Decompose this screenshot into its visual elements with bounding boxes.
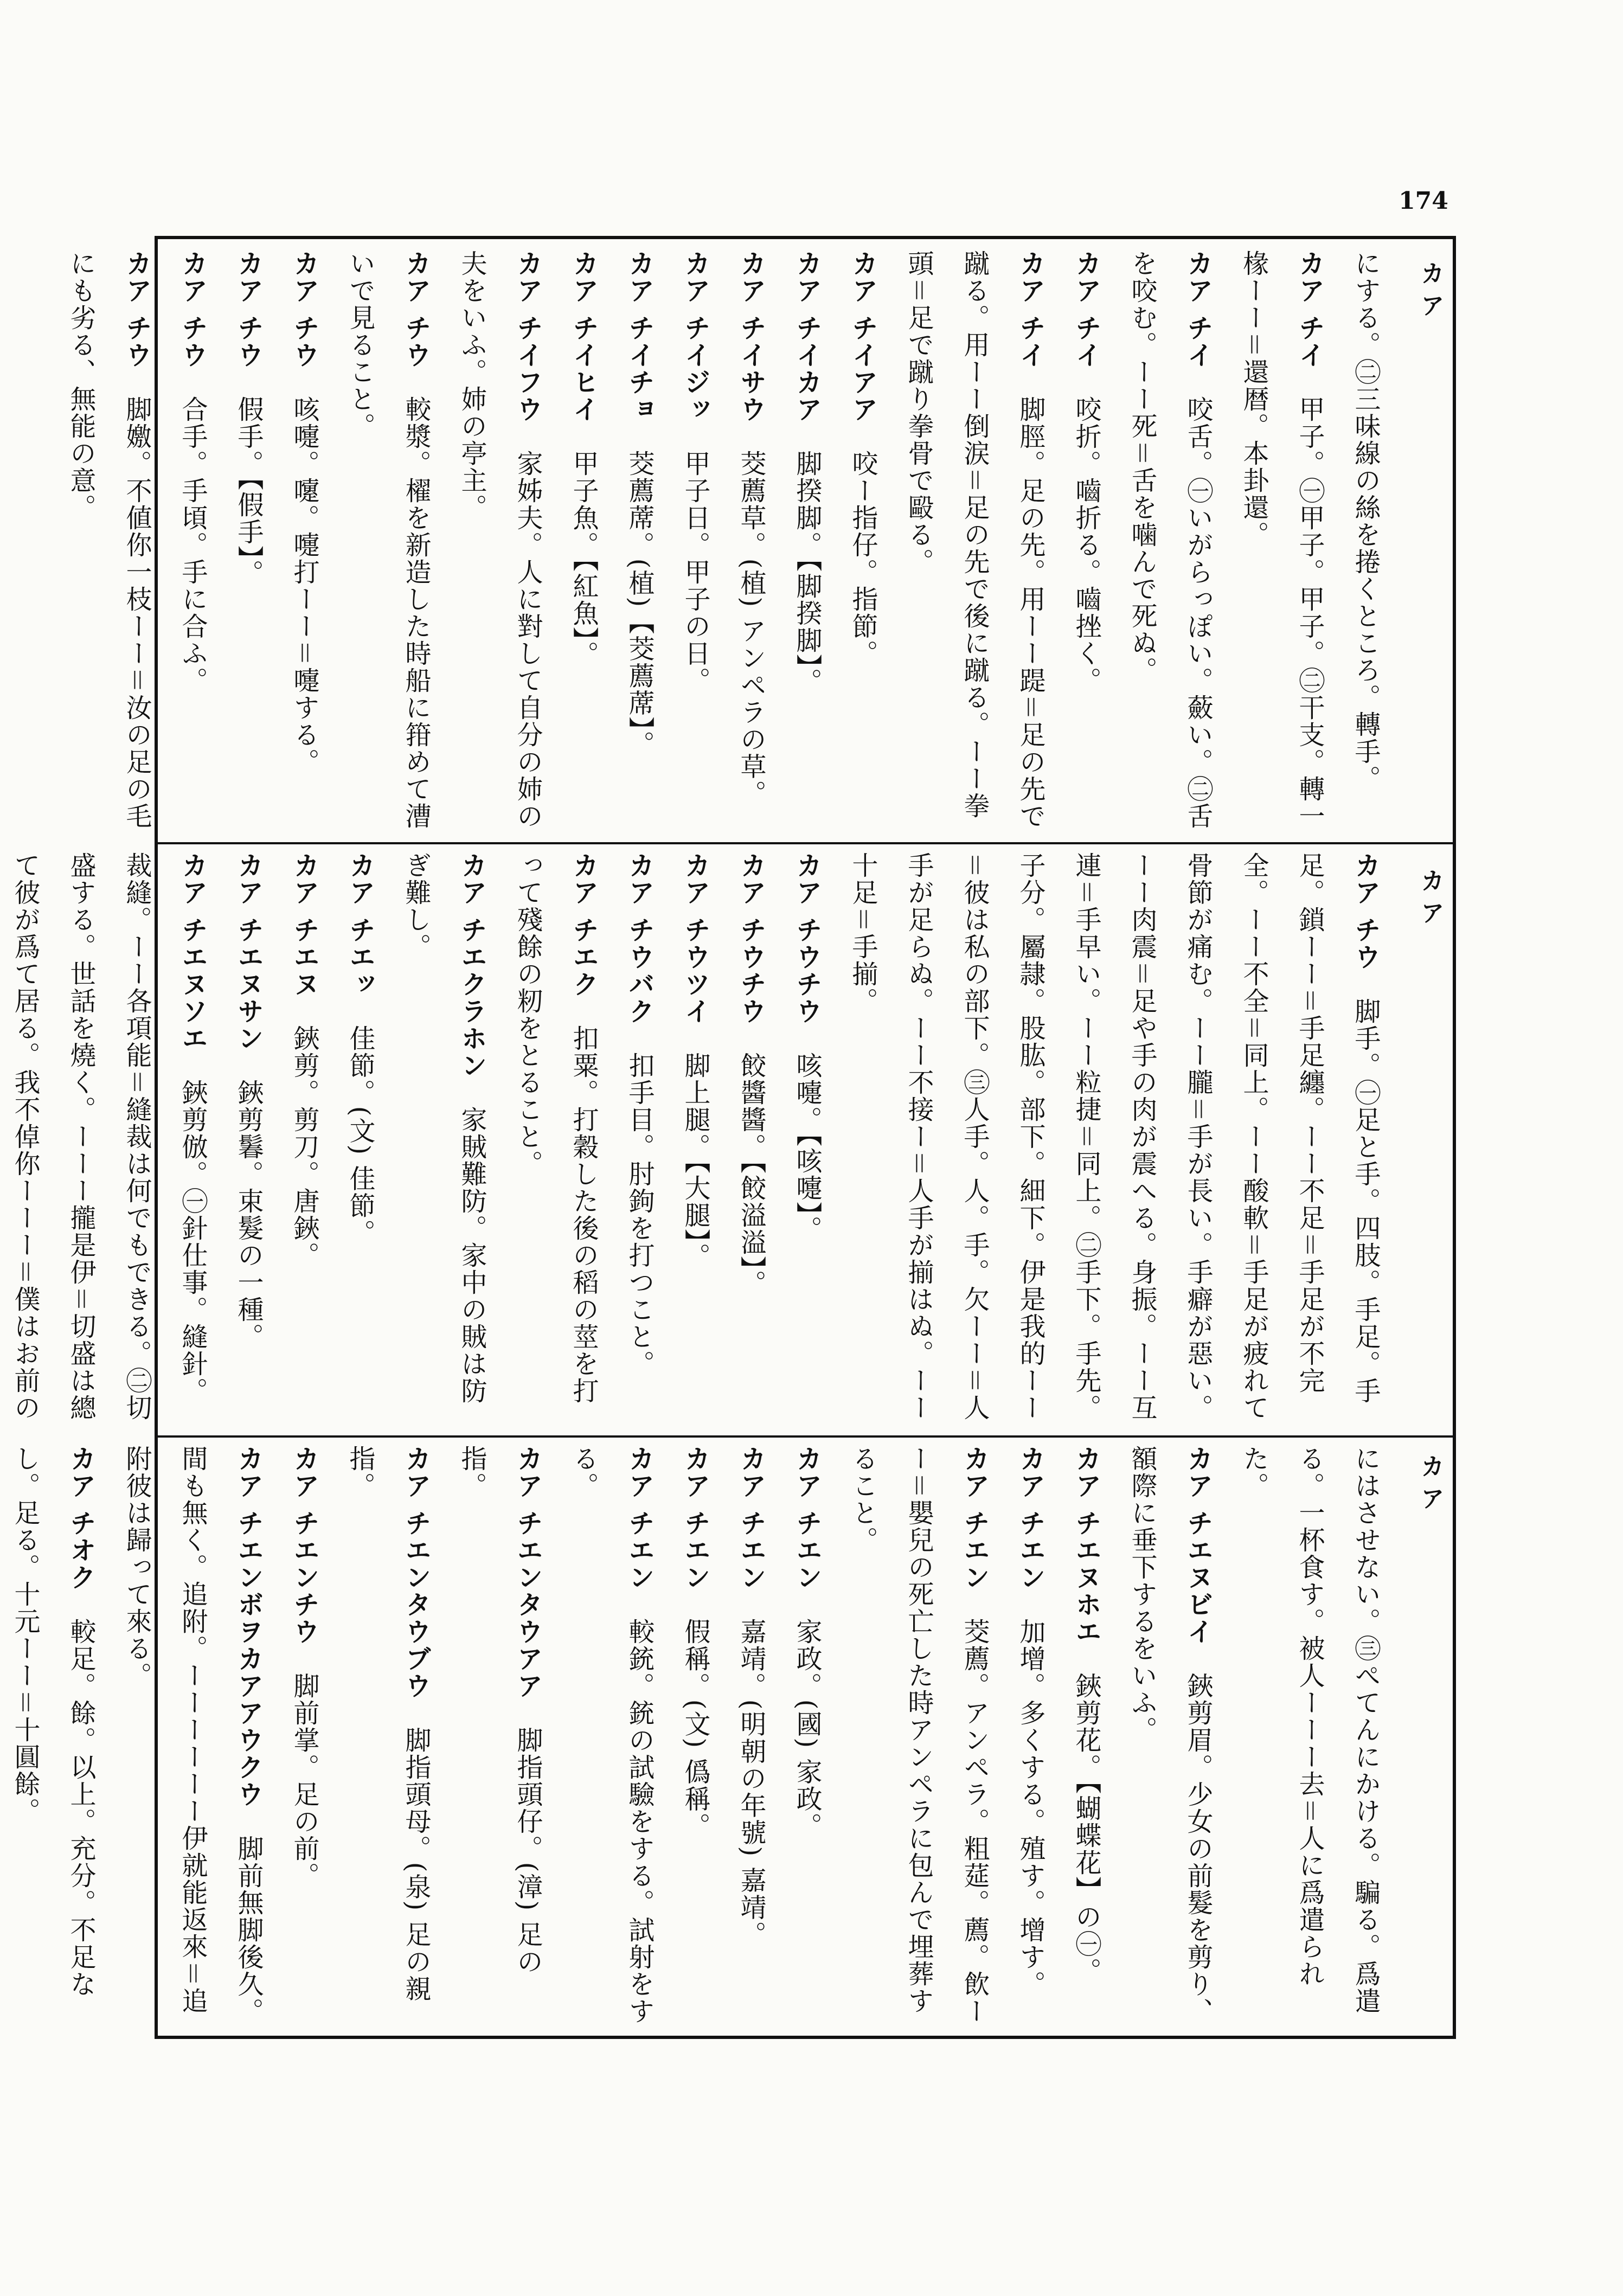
dictionary-entry [444,250,555,836]
entry-headword: カア チエンチウ [289,1445,319,1645]
entry-definition: 鋏剪花。【蝴蝶花】の㊀。 [1071,1672,1101,1985]
dictionary-entry [1058,250,1114,836]
entry-definition: 甲子。㊀甲子。甲子。㊁干支。轉一椽ーー＝還暦。本卦還。 [1239,250,1325,830]
entry-headword: カア チイサウ [736,250,766,423]
entry-definition: 脚上腿。【大腿】。 [680,1051,710,1270]
dictionary-entry [53,250,164,836]
entry-definition: 較足。餘。以上。充分。不足なし。足る。十元ーー＝十圓餘。 [10,1445,96,1998]
entry-definition: 咬舌。㊀いがらっぽい。蘞い。㊁舌を咬む。ーー死＝舌を噛んで死ぬ。 [1127,250,1213,830]
dictionary-entry [667,852,723,1427]
dictionary-entry [835,1445,1002,2025]
entry-headword: カア チエン [680,1445,710,1591]
entry-headword: カア チエン [792,1445,822,1591]
entry-definition: 較銃。銃の試驗をする。試射をする。 [568,1445,655,2025]
dictionary-entry [667,1445,723,2025]
entry-definition: 咳嚏。【咳嚏】。 [792,1051,822,1243]
dictionary-entry [1226,250,1337,836]
dictionary-entry [276,1445,332,2025]
entry-headword: カア チウ [121,250,152,369]
entry-headword: カア チウバク [624,852,655,1025]
entry-headword: カア チエン [959,1445,990,1591]
entry-definition: 甲子日。甲子の日。 [680,450,710,694]
tier-bottom [10,1445,1453,2025]
entry-headword: カア チウチウ [792,852,822,1025]
dictionary-entry [0,1445,108,2025]
dictionary-entry [276,250,332,836]
entry-definition: 脚嬓。不値你一枝ーー＝汝の足の毛にも劣る、無能の意。 [66,250,152,830]
running-head-middle: カ ア [1416,868,1444,925]
dictionary-entry [555,1445,667,2025]
entry-definition: 脚揆脚。【脚揆脚】。 [792,450,822,695]
entry-definition: 咳嚏。嚔。嚏打ーー＝嚏する。 [289,395,319,775]
entry-headword: カア チエッ [345,852,375,998]
entry-headword: カア チウ [1350,852,1381,971]
entry-headword: カア チエン [1015,1445,1045,1591]
entry-headword: カア チオク [66,1445,96,1591]
entry-definition: 假手。【假手】。 [233,395,264,587]
dictionary-frame [10,236,1456,2039]
entry-definition: 扣手目。肘鉤を打つこと。 [624,1051,655,1377]
entry-definition: 家姊夫。人に對して自分の姉の夫をいふ。姉の亭主。 [457,250,543,830]
entry-headword: カア チイヒイ [568,250,599,423]
entry-headword: カア チウツイ [680,852,710,1025]
entry-headword: カア チエヌサン [233,852,264,1052]
entry-definition: 扣粟。打穀した後の稻の莖を打って殘餘の籾をとること。 [512,852,599,1404]
entry-headword: カア チイ [1015,250,1045,369]
entry-definition: 餃醬醬。【餃溢溢】。 [736,1051,766,1297]
entry-definition: 茭薦蓆。(植)【茭薦蓆】。 [624,450,655,758]
entry-definition: 嘉靖。(明朝の年號) 嘉靖。 [736,1618,766,1948]
page-number: 174 [1399,187,1448,215]
dictionary-entry [779,852,835,1427]
dictionary-entry [723,1445,779,2025]
entry-definition: 脚指頭母。(泉) 足の親指。 [345,1445,431,2003]
entry-definition: 家政。(國) 家政。 [792,1618,822,1840]
entry-headword: カア チエク [568,852,599,998]
entry-headword: カア チエンタウブウ [401,1445,431,1699]
entry-headword: カア チイ [1183,250,1213,369]
dictionary-entry [332,1445,444,2025]
entry-headword: カア チイチョ [624,250,655,423]
entry-definition: 脚前掌。足の前。 [289,1672,319,1889]
entry-definition: 甲子魚。【紅魚】。 [568,450,599,668]
dictionary-entry [1114,250,1226,836]
entry-definition: 假稱。(文) 僞稱。 [680,1618,710,1840]
dictionary-entry [1337,250,1393,836]
entry-headword: カア チイ [1294,250,1325,369]
entry-headword: カア チイフウ [512,250,543,423]
entry-headword: カア チエヌソエ [177,852,208,1052]
entry-headword: カア チウ [401,250,431,369]
dictionary-entry [779,250,835,836]
dictionary-entry [0,852,220,1427]
entry-definition: 脚指頭仔。(漳) 足の指。 [457,1445,543,1976]
entry-headword: カア チウ [233,250,264,369]
dictionary-entry [555,250,611,836]
entry-definition: にする。㊁三味線の絲を捲くところ。轉手。 [1350,250,1381,792]
dictionary-entry [332,852,388,1427]
dictionary-entry [108,1445,276,2025]
entry-headword: カア チエヌビイ [1183,1445,1213,1645]
dictionary-entry [499,852,611,1427]
entry-definition: 咬折。嚙折る。嚙挫く。 [1071,395,1101,694]
entry-definition: 合手。手頃。手に合ふ。 [177,395,208,694]
dictionary-entry [611,852,667,1427]
dictionary-entry [444,1445,555,2025]
dictionary-entry [611,250,667,836]
tier-middle [10,852,1453,1427]
dictionary-entry [332,250,444,836]
entry-definition: 咬ー指仔。指節。 [848,450,878,667]
entry-headword: カア チウ [289,250,319,369]
entry-definition: 鋏剪倣。㊀針仕事。縫針。裁縫。ーー各項能＝縫裁は何でもできる。㊁切盛する。世話を燒く。ーーー攏是伊＝切盛は總て彼が爲て居る。我不倬你ーーー＝僕はお前の [10,852,208,1422]
dictionary-entry [779,1445,835,2025]
entry-headword: カア チイカア [792,250,822,423]
dictionary-entry [220,250,276,836]
entry-definition: 加增。多くする。殖す。增す。 [1015,1618,1045,1998]
entry-definition: 鋏剪。剪刀。唐鋏。 [289,1024,319,1269]
tier-top [66,250,1453,836]
dictionary-entry [667,250,723,836]
dictionary-entry [164,250,220,836]
tier-divider [158,1435,1453,1438]
entry-definition: 鋏剪鬊。束髮の一種。 [233,1079,264,1350]
dictionary-entry [1226,1445,1393,2025]
entry-definition: 鋏剪眉。少女の前髮を剪り、額際に垂下するをいふ。 [1127,1445,1213,2025]
entry-headword: カア チエン [736,1445,766,1591]
entry-definition: 茭薦。アンペラ。粗莚。薦。飲ーー＝嬰兒の死亡した時アンペラに包んで埋葬すること。 [848,1445,990,2025]
entry-headword: カア チイ [1071,250,1101,369]
entry-headword: カア チエヌホエ [1071,1445,1101,1645]
dictionary-entry [276,852,332,1427]
entry-definition: 脚前無脚後久。間も無く。追附。ーーーーーー伊就能返來＝追附彼は歸って來る。 [121,1445,264,2025]
entry-headword: カア チイジッ [680,250,710,423]
entry-headword: カア チエクラホン [457,852,487,1079]
running-head-top: カ ア [1416,261,1444,317]
running-head-bottom: カ ア [1416,1454,1444,1510]
entry-headword: カア チエヌ [289,852,319,998]
entry-definition: にはさせない。㊂ぺてんにかける。騙る。爲遣る。一杯食す。被人ーーー去＝人に爲遣られた。 [1239,1445,1381,2015]
dictionary-entry [1058,1445,1114,2025]
dictionary-entry [835,852,1393,1427]
dictionary-entry [220,852,276,1427]
dictionary-entry [890,250,1058,836]
dictionary-entry [835,250,890,836]
entry-definition: 茭薦草。(植) アンペラの草。 [736,450,766,807]
tier-divider [158,842,1453,844]
entry-definition: 脚手。㊀足と手。四肢。手足。手足。鎖ーー＝手足纏。ーー不足＝手足が不完全。ーー不全＝同上。ーー酸軟＝手足が疲れて骨節が痛む。ーー朧＝手が長い。手癖が惡い。ーー肉震＝足や手の肉が震へる。身振。ーー互連＝手早い。ーー粒捷＝同上。㊁手下。手先。子分。屬隷。股肱。部下。細下。伊是我的ーー＝彼は私の部下。㊂人手。人。手。欠ーー＝人手が足らぬ。ーー不接ー＝人手が揃はぬ。ーー十足＝手揃。 [848,852,1381,1422]
dictionary-entry [388,852,499,1427]
entry-headword: カア チエンボヲカアアウクウ [233,1445,264,1808]
entry-headword: カア チエン [624,1445,655,1591]
entry-definition: 家賊難防。家中の賊は防ぎ難し。 [401,852,487,1404]
entry-headword: カア チウ [177,250,208,369]
entry-headword: カア チウチウ [736,852,766,1025]
entry-definition: 佳節。(文) 佳節。 [345,1024,375,1247]
dictionary-entry [1002,1445,1058,2025]
entry-definition: 較漿。櫂を新造した時船に箝めて漕いで見ること。 [345,250,431,830]
dictionary-entry [723,852,779,1427]
dictionary-entry [1114,1445,1226,2025]
entry-headword: カア チイアア [848,250,878,423]
entry-definition: 脚脛。足の先。用ーー踶＝足の先で蹴る。用ーー倒涙＝足の先で後に蹴る。ーー拳頭＝足で蹴り拳骨で毆る。 [903,250,1045,830]
dictionary-entry [723,250,779,836]
entry-headword: カア チエンタウアア [512,1445,543,1699]
